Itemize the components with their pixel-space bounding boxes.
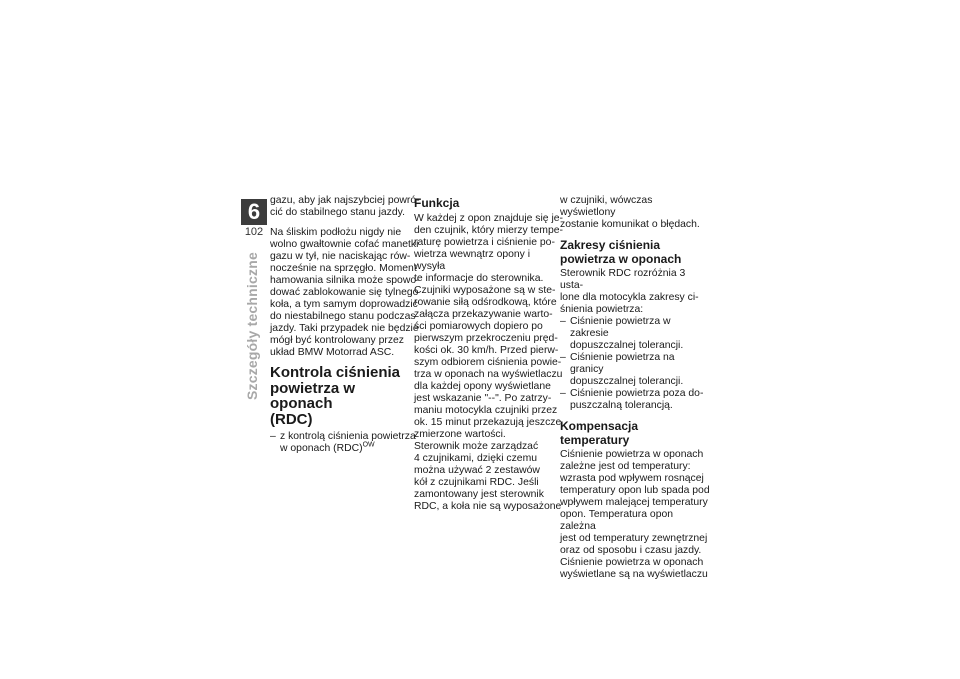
paragraph: gazu, aby jak najszybciej powró- cić do stabilnego stanu jazdy. — [270, 195, 420, 218]
list-item: – Ciśnienie powietrza w zakresie dopuszczalnej tolerancji. — [560, 316, 710, 352]
paragraph: Ciśnienie powietrza w oponach zależne jest od temperatury: wzrasta pod wpływem rosnącej temperatury opon lub spada pod wpływem malejącej temperatury opon. Temperatura opon zależna jest od temperatury zewnętrznej oraz od sposobu i czasu jazdy. Ciśnienie powietrza w oponach wyświetlane są na wyświetlaczu — [560, 449, 710, 580]
section-heading: Kontrola ciśnienia powietrza w oponach (RDC) — [270, 364, 401, 428]
column-2 — [414, 195, 564, 513]
paragraph: Na śliskim podłożu nigdy nie wolno gwałtownie cofać manetki gazu w tył, nie naciskając rów- nocześnie na sprzęgło. Moment hamowania silnika może spowo- dować zablokowanie się tylnego koła, a tym samym doprowadzić do niestabilnego stanu podczas jazdy. Taki przypadek nie będzie mógł być kontrolowany przez układ BMW Motorrad ASC. — [270, 227, 420, 358]
side-title-container — [240, 240, 266, 400]
column-3 — [560, 195, 710, 581]
page-number: 102 — [244, 226, 264, 238]
section-heading: Funkcja — [414, 196, 460, 210]
column-1 — [270, 195, 420, 455]
paragraph: Sterownik może zarządzać 4 czujnikami, dzięki czemu można używać 2 zestawów kół z czujnikami RDC. Jeśli zamontowany jest sterownik RDC, a koła nie są wyposażone — [414, 440, 562, 512]
chapter-number: 6 — [241, 199, 267, 225]
side-title: Szczegóły techniczne — [244, 252, 260, 400]
list-item: – Ciśnienie powietrza na granicy dopuszczalnej tolerancji. — [560, 352, 710, 388]
list-item: – z kontrolą ciśnienia powietrza w oponach (RDC)$^{OW}$ — [270, 431, 420, 455]
section-heading: Zakresy ciśnienia powietrza w oponach — [560, 238, 682, 266]
paragraph: Sterownik RDC rozróżnia 3 usta- lone dla motocykla zakresy ci- śnienia powietrza: — [560, 268, 699, 315]
paragraph: w czujniki, wówczas wyświetlony zostanie komunikat o błędach. — [560, 195, 700, 230]
list-item: – Ciśnienie powietrza poza do- puszczalną tolerancją. — [560, 388, 710, 412]
paragraph: W każdej z opon znajduje się je- den czujnik, który mierzy tempe- raturę powietrza i ciśnienie po- wietrza wewnątrz opony i wysyła te informacje do sterownika. Czujniki wyposażone są w ste- rowanie siłą odśrodkową, które załącza przekazywanie warto- ści pomiarowych dopiero po pierwszym przekroczeniu pręd- kości ok. 30 km/h. Przed pierw- szym odbiorem ciśnienia powie- trza w oponach na wyświetlaczu dla każdej opony wyświetlane jest wskazanie "--". Po zatrzy- maniu motocykla czujniki przez ok. 15 minut przekazują jeszcze zmierzone wartości. — [414, 212, 564, 440]
section-heading: Kompensacja temperatury — [560, 419, 639, 447]
